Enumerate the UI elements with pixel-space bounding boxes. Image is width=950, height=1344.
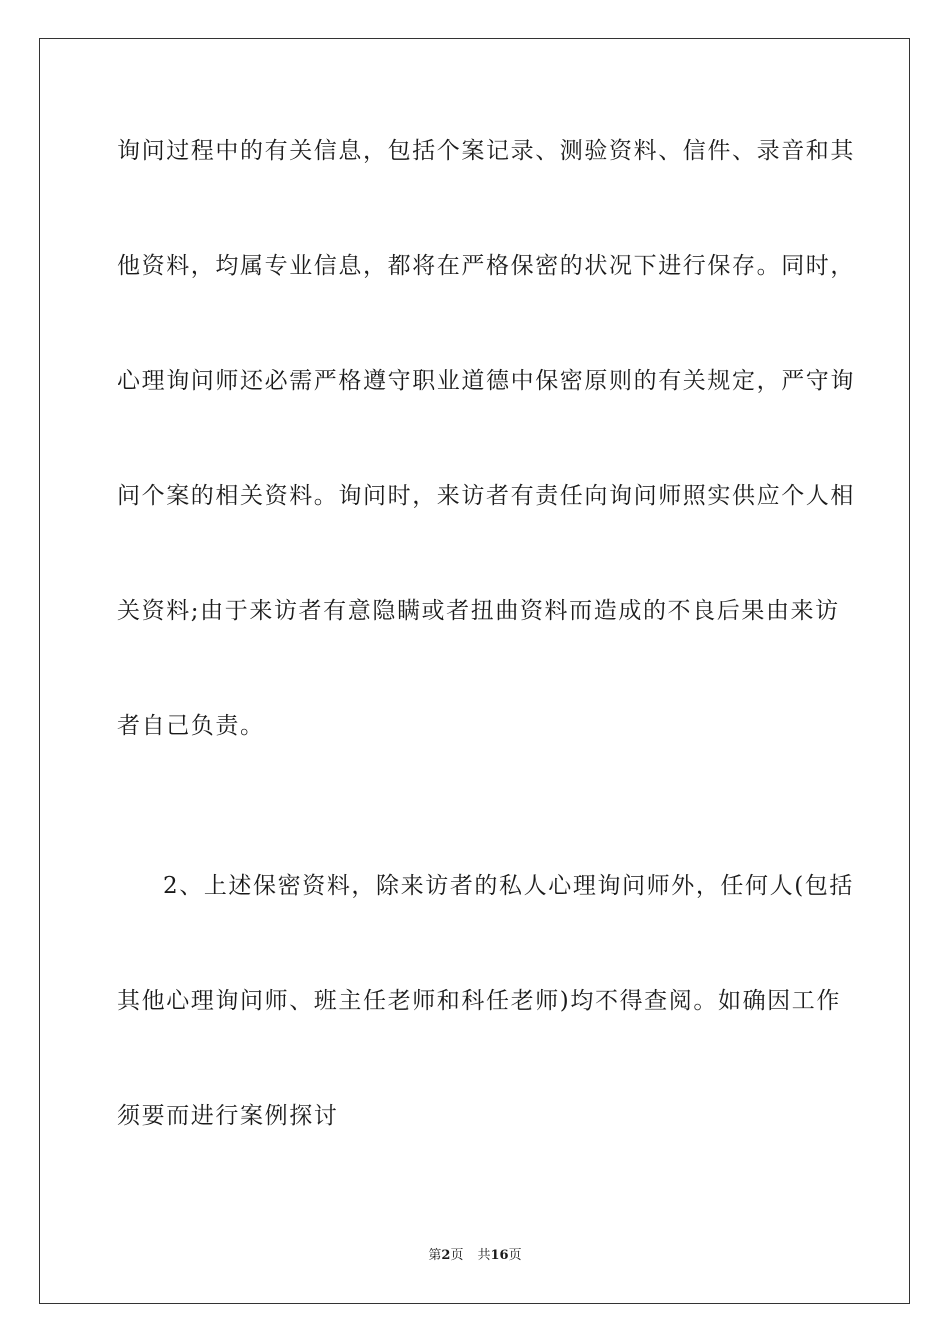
footer-page-number: 2 [441, 1248, 451, 1263]
paragraph-start-line: 2、上述保密资料，除来访者的私人心理询问师外，任何人(包括 [163, 873, 855, 899]
text-line: 询问过程中的有关信息，包括个案记录、测验资料、信件、录音和其 [117, 138, 855, 164]
text-line: 其他心理询问师、班主任老师和科任老师)均不得查阅。如确因工作 [117, 988, 841, 1014]
footer-total-pages: 16 [490, 1248, 509, 1263]
text-line: 问个案的相关资料。询问时，来访者有责任向询问师照实供应个人相 [117, 483, 855, 509]
text-line: 心理询问师还必需严格遵守职业道德中保密原则的有关规定，严守询 [117, 368, 855, 394]
footer-page-prefix: 第 [428, 1248, 442, 1263]
text-line: 关资料;由于来访者有意隐瞒或者扭曲资料而造成的不良后果由来访 [117, 598, 840, 624]
text-line: 他资料，均属专业信息，都将在严格保密的状况下进行保存。同时， [117, 253, 855, 279]
text-line: 须要而进行案例探讨 [117, 1103, 339, 1129]
footer-total-prefix: 共 [477, 1248, 491, 1263]
footer-page-suffix: 页 [450, 1248, 464, 1263]
page-footer [0, 1246, 950, 1266]
footer-total-suffix: 页 [508, 1248, 522, 1263]
text-line: 者自己负责。 [117, 713, 265, 739]
